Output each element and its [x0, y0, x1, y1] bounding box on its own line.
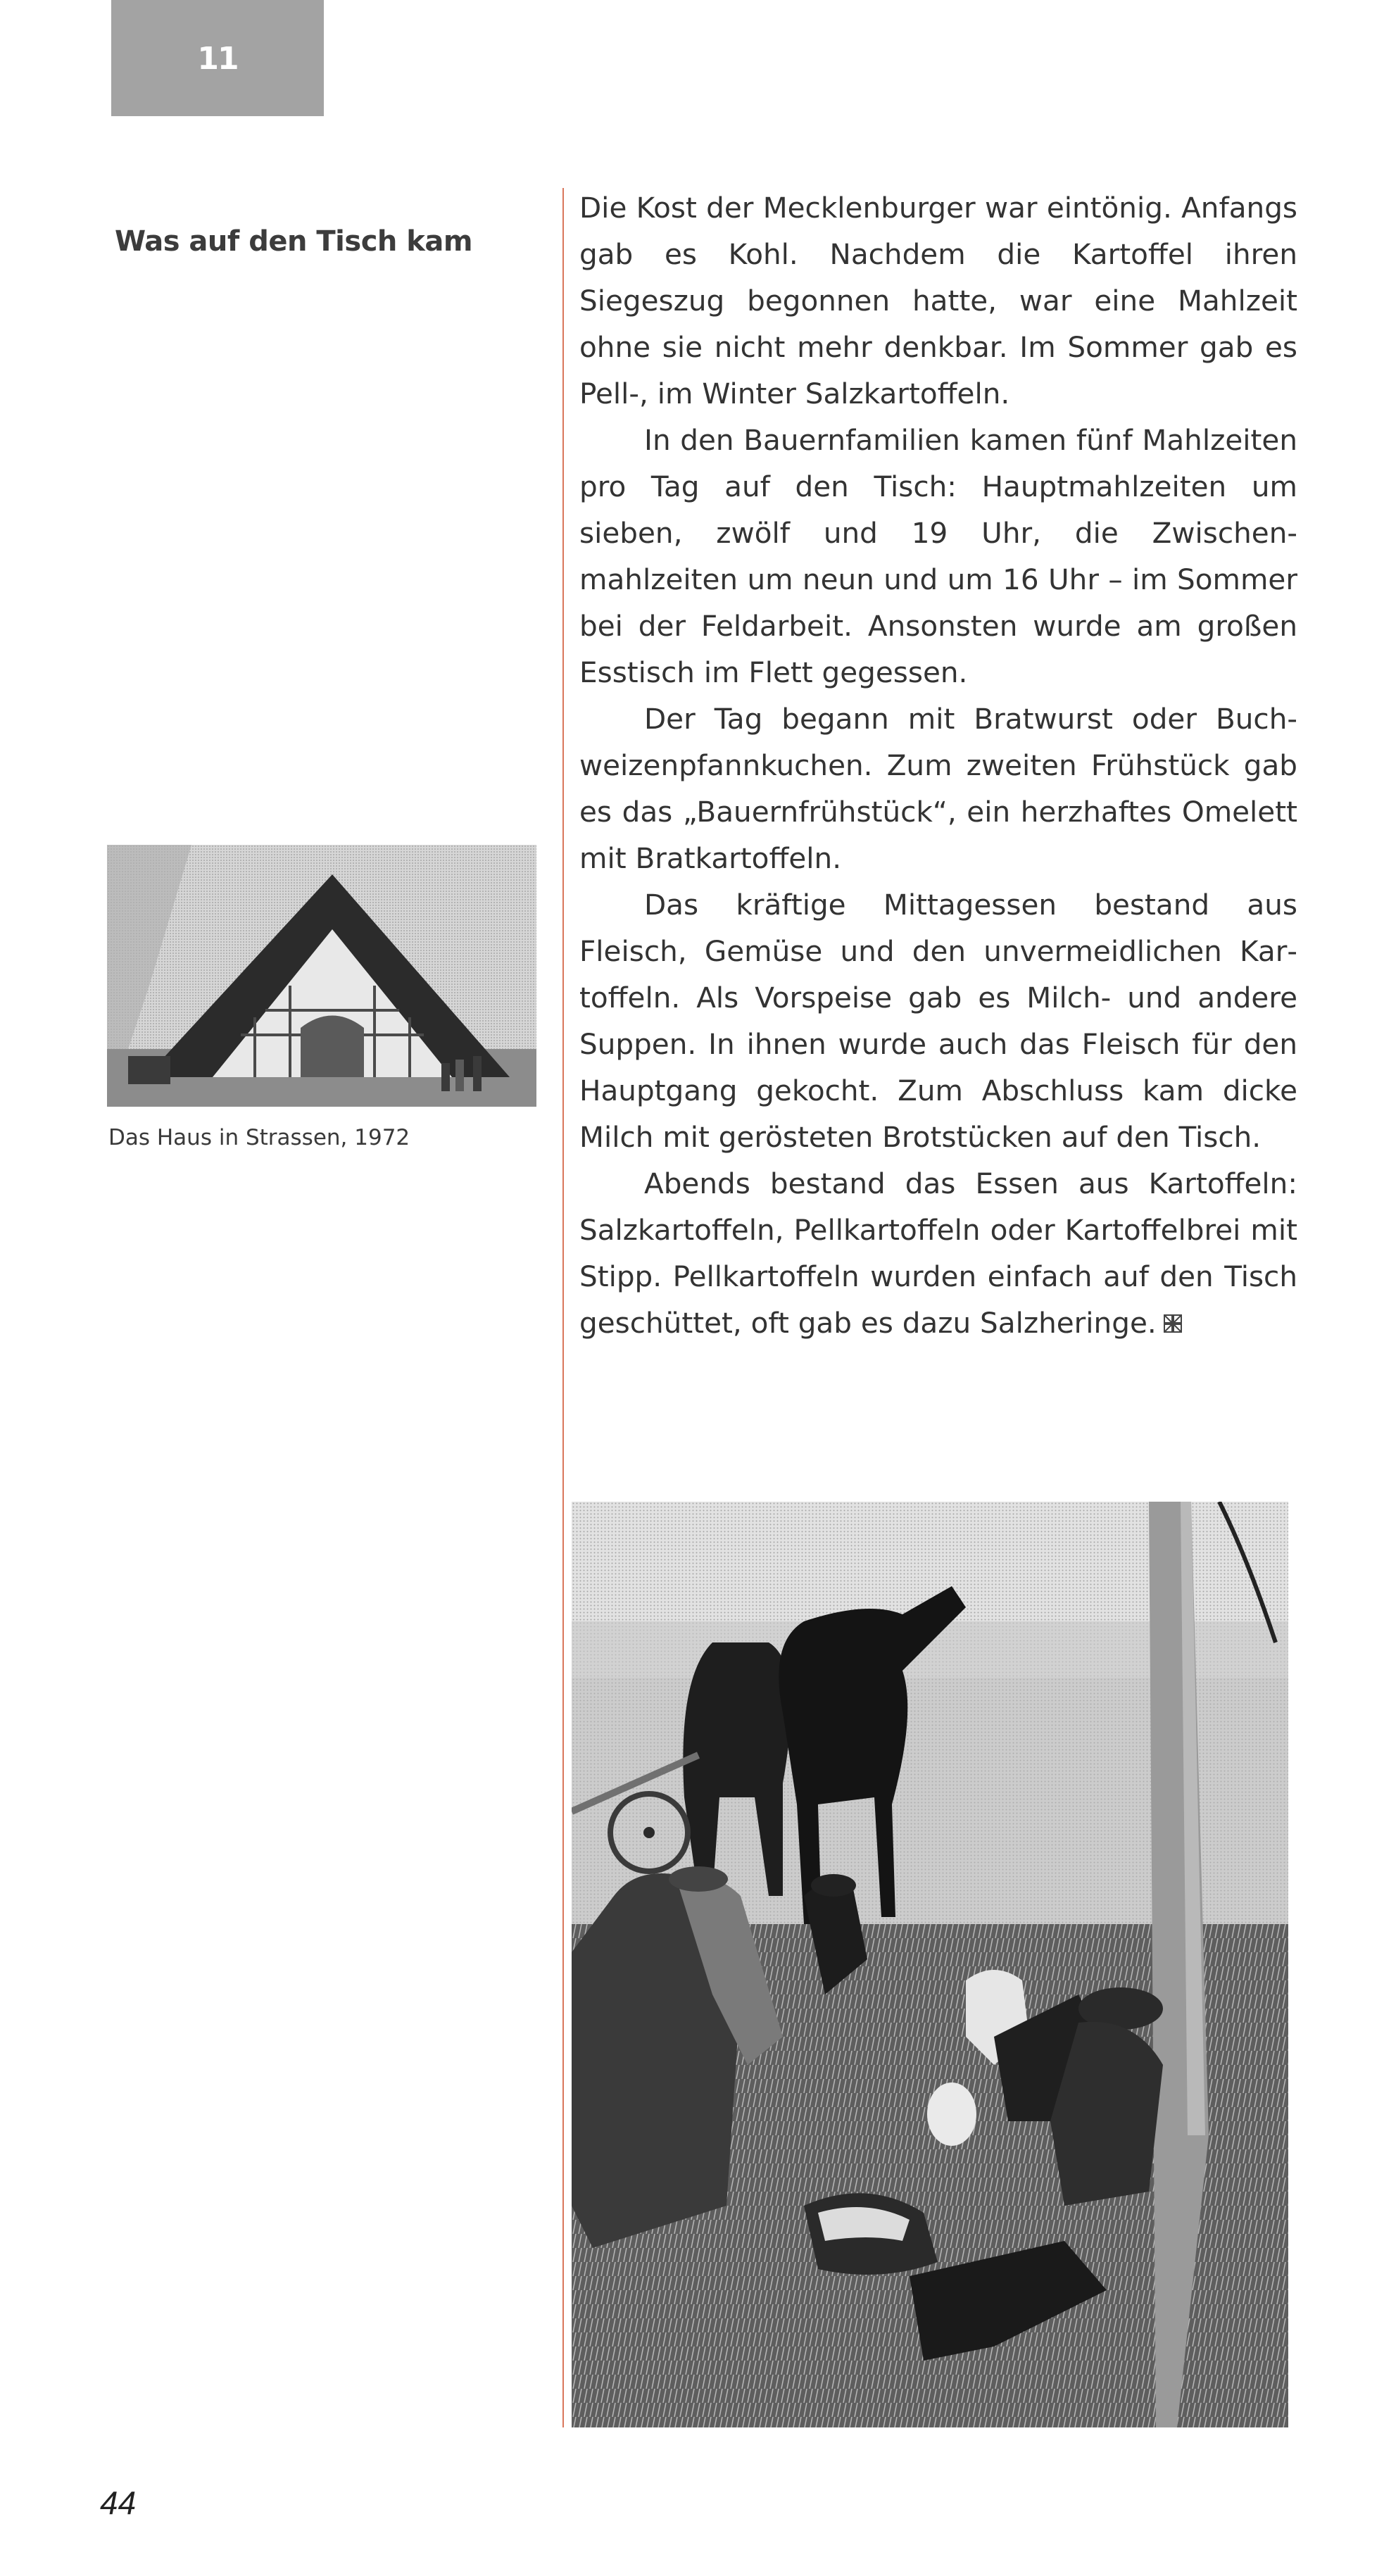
field-workers-photo: [572, 1502, 1288, 2427]
paragraph-text: Das kräftige Mittagessen bestand aus Fleisch, Gemüse und den unvermeidlichen Kartoffeln. Als Vorspeise gab es Milch- und andere Suppen. In ihnen wurde auch das Fleisch für den Hauptgang gekocht. Zum Abschluss kam dicke Milch mit gerösteten Brotstücken auf den Tisch.: [579, 888, 1297, 1154]
column-divider-rule: [562, 188, 564, 2427]
paragraph-text: Die Kost der Mecklenburger war eintönig. Anfangs gab es Kohl. Nachdem die Kartoffel ihren Siegeszug begonnen hatte, war eine Mahlzeit ohne sie nicht mehr denkbar. Im Sommer gab es Pell-, im Winter Salzkartoffeln.: [579, 191, 1297, 410]
paragraph: [579, 417, 1297, 696]
chapter-number: 11: [197, 41, 238, 77]
barn-photo: [107, 845, 536, 1107]
paragraph-text: In den Bauernfamilien kamen fünf Mahlzeiten pro Tag auf den Tisch: Hauptmahlzeiten um sieben, zwölf und 19 Uhr, die Zwischenmahlzeiten um neun und um 16 Uhr – im Sommer bei der Feldarbeit. Ansonsten wurde am großen Esstisch im Flett gegessen.: [579, 423, 1297, 689]
chapter-marker: [111, 0, 324, 116]
paragraph: [579, 184, 1297, 417]
article-body: [579, 184, 1297, 1346]
section-heading: Was auf den Tisch kam: [115, 225, 473, 258]
page-number: 44: [100, 2484, 137, 2521]
paragraph-text: Abends bestand das Essen aus Kartoffeln: Salzkartoffeln, Pellkartoffeln oder Kartoffelbrei mit Stipp. Pellkartoffeln wurden einfach auf den Tisch geschüttet, oft gab es dazu Salzheringe.: [579, 1167, 1297, 1340]
paragraph: [579, 881, 1297, 1160]
barn-photo-caption: Das Haus in Strassen, 1972: [108, 1125, 410, 1150]
end-of-article-ornament-icon: [1162, 1313, 1183, 1334]
paragraph: [579, 1160, 1297, 1346]
paragraph: [579, 696, 1297, 881]
paragraph-text: Der Tag begann mit Bratwurst oder Buchweizenpfannkuchen. Zum zweiten Frühstück gab es das „Bauernfrühstück“, ein herzhaftes Omelett mit Bratkartoffeln.: [579, 702, 1297, 875]
